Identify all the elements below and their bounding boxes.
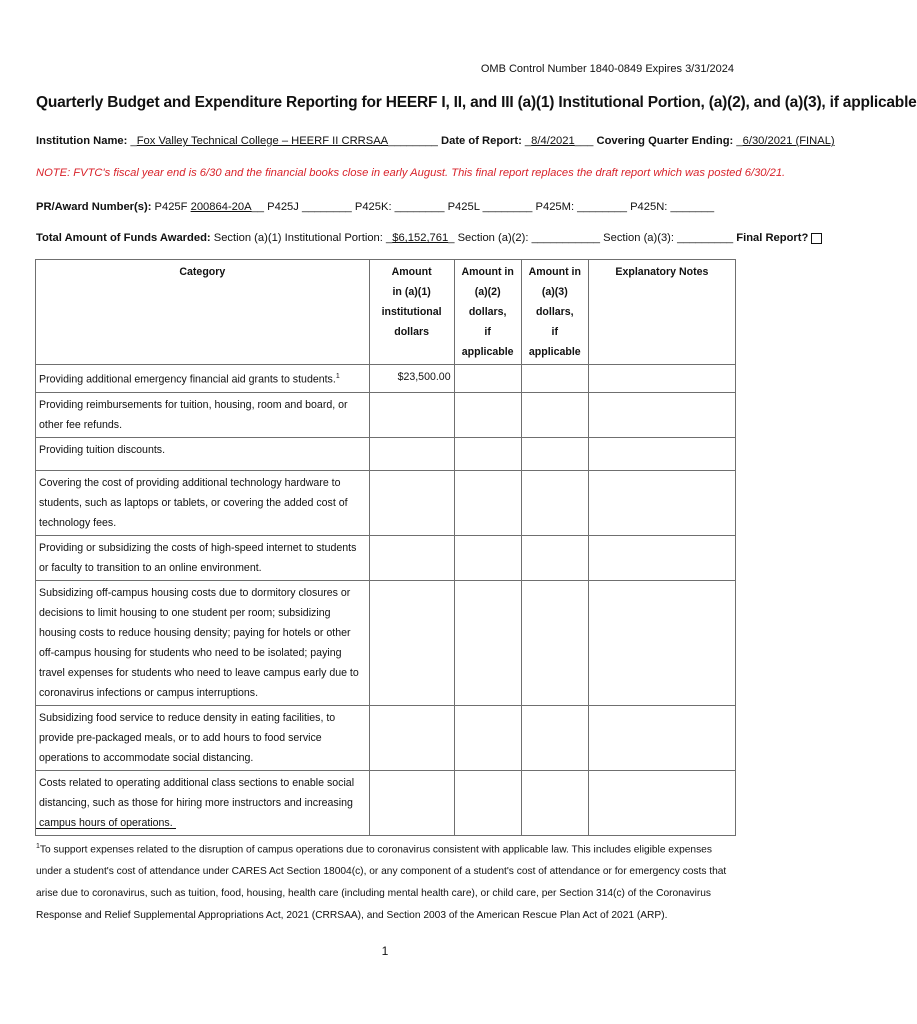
row-category: Providing tuition discounts.	[36, 437, 370, 470]
footnote-number: 1	[36, 843, 40, 850]
total-funds-line: Total Amount of Funds Awarded: Section (a)(1) Institutional Portion: _$6,152,761_ Section (a)(2): ___________ Section (a)(3): _________ Final Report?	[36, 232, 822, 244]
institution-name-value: Fox Valley Technical College – HEERF II CRRSAA	[136, 135, 389, 147]
row-a1-amount[interactable]	[369, 392, 454, 437]
row-a2-amount[interactable]	[454, 705, 521, 770]
page-number: 1	[381, 944, 389, 958]
p425f-value: 200864-20A	[190, 201, 252, 213]
final-report-checkbox[interactable]	[811, 233, 822, 244]
row-notes[interactable]	[588, 705, 735, 770]
row-a1-amount[interactable]	[369, 470, 454, 535]
header-a3-line3: if applicable	[528, 326, 581, 358]
table-row	[36, 705, 736, 770]
header-explanatory-notes: Explanatory Notes	[588, 260, 735, 365]
row-a3-amount[interactable]	[521, 580, 588, 705]
header-a3-line1: Amount in	[528, 266, 581, 278]
header-a2-line2: (a)(2) dollars,	[468, 286, 507, 318]
header-category: Category	[36, 260, 370, 365]
row-a2-amount[interactable]	[454, 365, 521, 393]
row-category: Providing reimbursements for tuition, housing, room and board, or other fee refunds.	[36, 392, 370, 437]
table-row	[36, 470, 736, 535]
row-a3-amount[interactable]	[521, 770, 588, 835]
row-a2-amount[interactable]	[454, 580, 521, 705]
row-category: Providing or subsidizing the costs of high-speed internet to students or faculty to transition to an online environment.	[36, 535, 370, 580]
header-a2-line1: Amount in	[461, 266, 514, 278]
table-row	[36, 365, 736, 393]
table-row	[36, 580, 736, 705]
row-a3-amount[interactable]	[521, 437, 588, 470]
row-a1-amount[interactable]	[369, 770, 454, 835]
fiscal-year-note: NOTE: FVTC's fiscal year end is 6/30 and the financial books close in early August. This final report replaces the draft report which was posted 6/30/21.	[36, 167, 786, 179]
header-a2-line3: if applicable	[461, 326, 514, 358]
row-category	[36, 365, 370, 393]
section-a1-value: $6,152,761	[392, 232, 449, 244]
table-row	[36, 535, 736, 580]
row-notes[interactable]	[588, 770, 735, 835]
row-a1-amount[interactable]	[369, 705, 454, 770]
table-row	[36, 437, 736, 470]
award-number-label: PR/Award Number(s):	[36, 201, 152, 213]
row-notes[interactable]	[588, 392, 735, 437]
row-a2-amount[interactable]	[454, 535, 521, 580]
row-a2-amount[interactable]	[454, 392, 521, 437]
row-a3-amount[interactable]	[521, 535, 588, 580]
row-a3-amount[interactable]	[521, 392, 588, 437]
row-category: Costs related to operating additional class sections to enable social distancing, such as those for hiring more instructors and increasing campus hours of operations.	[36, 770, 370, 835]
row-a1-amount[interactable]	[369, 437, 454, 470]
header-a1-line2: in (a)(1)	[392, 286, 431, 298]
row-category: Subsidizing off-campus housing costs due to dormitory closures or decisions to limit housing to one student per room; subsidizing housing costs to reduce housing density; paying for hotels or other off-campus housing for students who need to be isolated; paying travel expenses for students who need to leave campus early due to coronavirus infections or campus interruptions.	[36, 580, 370, 705]
row-a2-amount[interactable]	[454, 470, 521, 535]
total-funds-label: Total Amount of Funds Awarded:	[36, 232, 211, 244]
p425f-label: P425F	[154, 201, 188, 213]
row-notes[interactable]	[588, 365, 735, 393]
row-notes[interactable]	[588, 580, 735, 705]
row-a1-amount[interactable]	[369, 580, 454, 705]
institution-name-label: Institution Name:	[36, 135, 128, 147]
section-a2-label: Section (a)(2):	[457, 232, 529, 244]
date-of-report-label: Date of Report:	[441, 135, 522, 147]
row-a3-amount[interactable]	[521, 365, 588, 393]
p425n-label: P425N:	[630, 201, 668, 213]
section-a1-label: Section (a)(1) Institutional Portion:	[213, 232, 383, 244]
section-a3-label: Section (a)(3):	[603, 232, 675, 244]
expenditure-table	[35, 259, 736, 836]
header-a1-line1: Amount	[391, 266, 432, 278]
header-a2-amount	[454, 260, 521, 365]
footnote-text: To support expenses related to the disruption of campus operations due to coronavirus consistent with applicable law. This includes eligible expenses under a student's cost of attendance under CARES Act Section 18004(c), or any component of a student's cost of attendance or for emergency costs that arise due to coronavirus, such as tuition, food, housing, health care (including mental health care), or child care, per Section 314(c) of the Coronavirus Response and Relief Supplemental Appropriations Act, 2021 (CRRSAA), and Section 2003 of the American Rescue Plan Act of 2021 (ARP).	[36, 844, 727, 922]
row-a1-amount[interactable]: $23,500.00	[369, 365, 454, 393]
page-title: Quarterly Budget and Expenditure Reporting for HEERF I, II, and III (a)(1) Institutional Portion, (a)(2), and (a)(3), if applicable	[36, 94, 917, 111]
covering-quarter-value: 6/30/2021 (FINAL)	[742, 135, 835, 147]
table-header-row	[36, 260, 736, 365]
omb-control-number: OMB Control Number 1840-0849 Expires 3/31/2024	[480, 63, 734, 75]
p425k-label: P425K:	[354, 201, 392, 213]
p425m-label: P425M:	[535, 201, 575, 213]
header-a1-amount	[369, 260, 454, 365]
row-a2-amount[interactable]	[454, 437, 521, 470]
final-report-label: Final Report?	[736, 232, 809, 244]
p425l-label: P425L	[447, 201, 480, 213]
footnote-divider	[36, 828, 176, 829]
award-number-line: PR/Award Number(s): P425F 200864-20A__ P425J ________ P425K: ________ P425L ________ P425M: ________ P425N: _______	[36, 201, 715, 213]
p425j-label: P425J	[267, 201, 299, 213]
header-a1-line3: institutional dollars	[381, 306, 442, 338]
header-a3-line2: (a)(3) dollars,	[535, 286, 574, 318]
institution-line: Institution Name: _Fox Valley Technical College – HEERF II CRRSAA________ Date of Report: _8/4/2021___ Covering Quarter Ending: _6/30/2021 (FINAL)	[36, 135, 835, 147]
header-a3-amount	[521, 260, 588, 365]
table-row	[36, 392, 736, 437]
covering-quarter-label: Covering Quarter Ending:	[596, 135, 734, 147]
row-category-text: Providing additional emergency financial aid grants to students.	[39, 373, 336, 386]
row-notes[interactable]	[588, 437, 735, 470]
row-category: Covering the cost of providing additional technology hardware to students, such as laptops or tablets, or covering the added cost of technology fees.	[36, 470, 370, 535]
row-notes[interactable]	[588, 535, 735, 580]
footnote	[36, 836, 736, 927]
row-notes[interactable]	[588, 470, 735, 535]
footnote-mark: 1	[335, 373, 340, 380]
row-a3-amount[interactable]	[521, 470, 588, 535]
table-row	[36, 770, 736, 835]
row-a1-amount[interactable]	[369, 535, 454, 580]
row-a3-amount[interactable]	[521, 705, 588, 770]
date-of-report-value: 8/4/2021	[531, 135, 575, 147]
row-category: Subsidizing food service to reduce density in eating facilities, to provide pre-packaged meals, or to add hours to food service operations to accommodate social distancing.	[36, 705, 370, 770]
row-a2-amount[interactable]	[454, 770, 521, 835]
